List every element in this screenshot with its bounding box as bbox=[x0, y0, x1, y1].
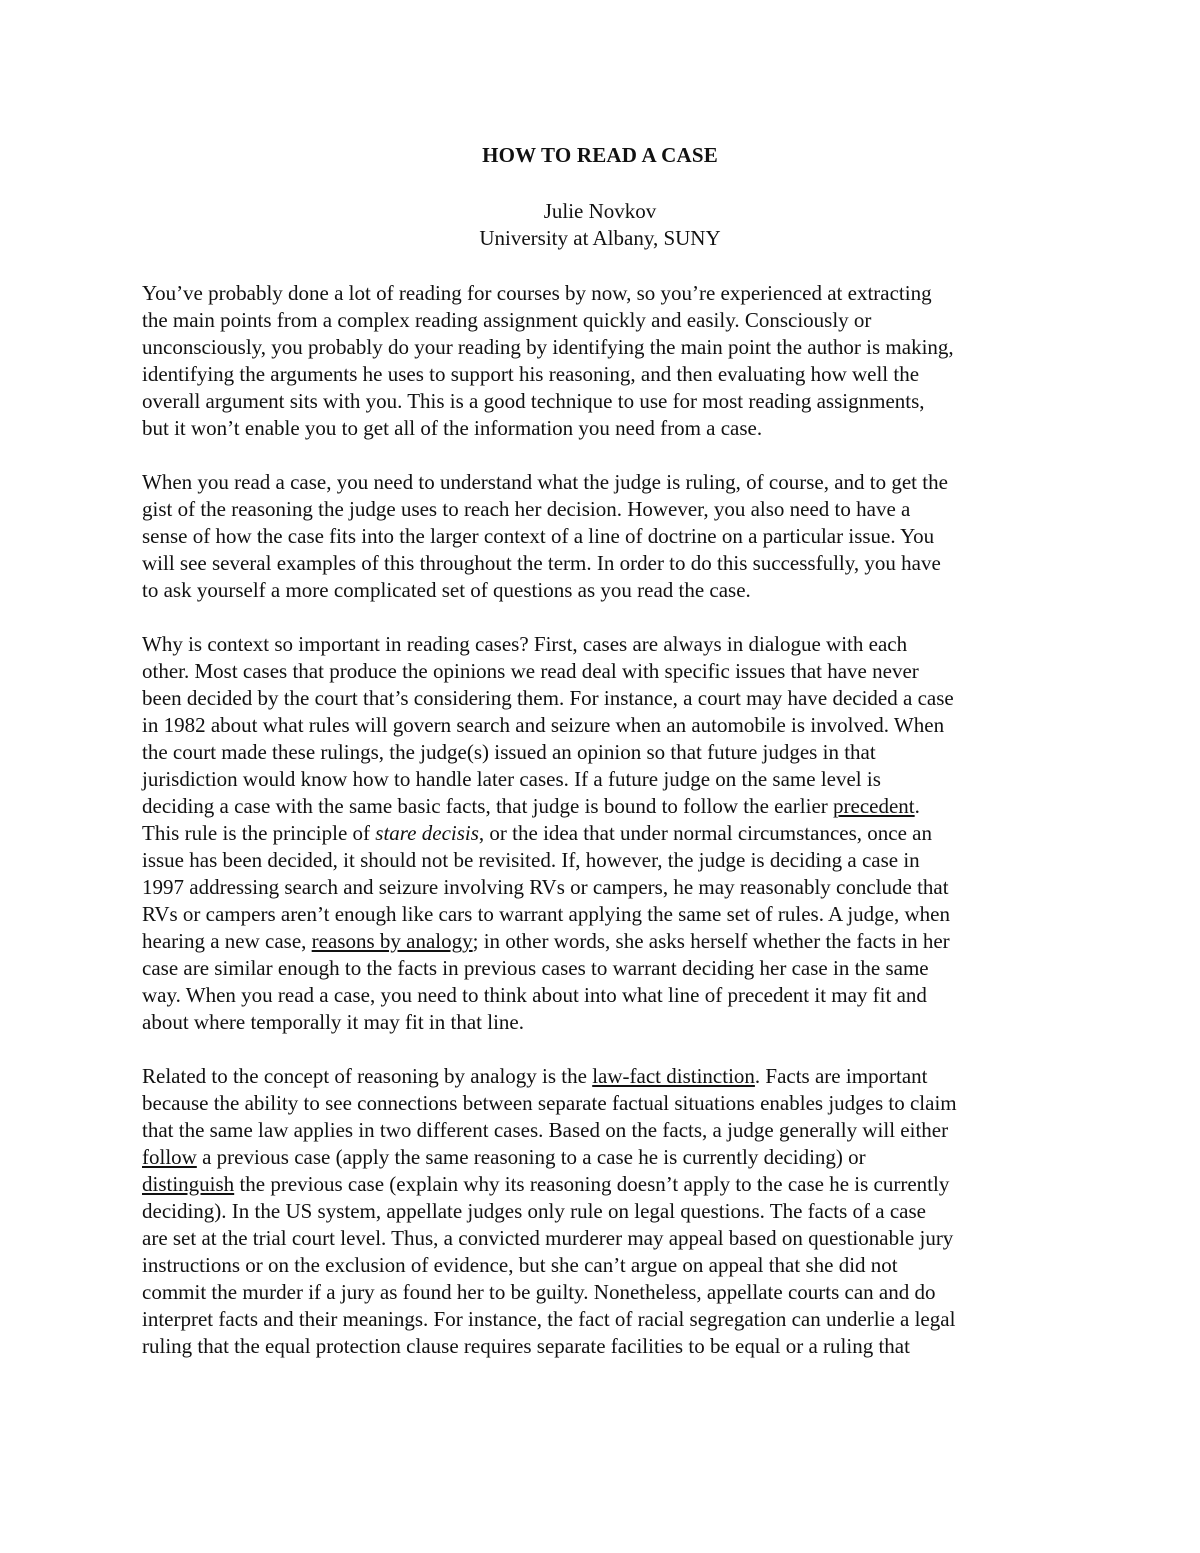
text-run: that the same law applies in two different cases. Based on the facts, a judge generally will either bbox=[142, 1118, 949, 1142]
text-run: . Facts are important bbox=[754, 1064, 928, 1088]
text-run: to ask yourself a more complicated set of questions as you read the case. bbox=[142, 578, 751, 602]
text-run: RVs or campers aren’t enough like cars to warrant applying the same set of rules. A judge, when bbox=[142, 902, 950, 926]
text-line bbox=[142, 469, 1082, 496]
text-line bbox=[142, 1063, 1082, 1090]
text-run: the court made these rulings, the judge(s) issued an opinion so that future judges in that bbox=[142, 740, 876, 764]
text-line bbox=[142, 631, 1082, 658]
text-run: been decided by the court that’s considering them. For instance, a court may have decided a case bbox=[142, 686, 954, 710]
paragraph bbox=[142, 1063, 1082, 1360]
text-line bbox=[142, 1252, 1082, 1279]
text-line bbox=[142, 712, 1082, 739]
underlined-term: law-fact distinction bbox=[592, 1064, 755, 1088]
text-line bbox=[142, 874, 1082, 901]
document-title: HOW TO READ A CASE bbox=[482, 143, 718, 167]
author-name: Julie Novkov bbox=[543, 199, 657, 223]
text-line bbox=[142, 1279, 1082, 1306]
text-line bbox=[142, 766, 1082, 793]
text-line bbox=[142, 1117, 1082, 1144]
text-run: interpret facts and their meanings. For instance, the fact of racial segregation can underlie a legal bbox=[142, 1307, 956, 1331]
text-line bbox=[142, 577, 1082, 604]
text-run: ruling that the equal protection clause requires separate facilities to be equal or a ruling that bbox=[142, 1334, 910, 1358]
text-line bbox=[142, 388, 1082, 415]
underlined-term: distinguish bbox=[142, 1172, 235, 1196]
text-run: commit the murder if a jury as found her to be guilty. Nonetheless, appellate courts can and do bbox=[142, 1280, 936, 1304]
text-run: deciding). In the US system, appellate judges only rule on legal questions. The facts of a case bbox=[142, 1199, 926, 1223]
text-line bbox=[142, 1333, 1082, 1360]
text-line bbox=[142, 523, 1082, 550]
author-block bbox=[0, 198, 1200, 252]
paragraph bbox=[142, 469, 1082, 604]
paragraph bbox=[142, 631, 1082, 1036]
text-run: the main points from a complex reading assignment quickly and easily. Consciously or bbox=[142, 308, 872, 332]
text-run: sense of how the case fits into the larger context of a line of doctrine on a particular issue. You bbox=[142, 524, 935, 548]
text-line bbox=[142, 1306, 1082, 1333]
author-affiliation: University at Albany, SUNY bbox=[479, 226, 721, 250]
text-run: instructions or on the exclusion of evidence, but she can’t argue on appeal that she did not bbox=[142, 1253, 898, 1277]
text-run: other. Most cases that produce the opinions we read deal with specific issues that have never bbox=[142, 659, 919, 683]
text-line bbox=[142, 1171, 1082, 1198]
text-run: Why is context so important in reading cases? First, cases are always in dialogue with each bbox=[142, 632, 908, 656]
text-line bbox=[142, 415, 1082, 442]
text-run: but it won’t enable you to get all of the information you need from a case. bbox=[142, 416, 763, 440]
text-line bbox=[142, 820, 1082, 847]
text-run: You’ve probably done a lot of reading for courses by now, so you’re experienced at extracting bbox=[142, 281, 932, 305]
text-line bbox=[142, 928, 1082, 955]
text-line bbox=[142, 982, 1082, 1009]
text-line bbox=[142, 280, 1082, 307]
italic-term: stare decisis bbox=[375, 821, 479, 845]
text-line bbox=[142, 334, 1082, 361]
text-run: issue has been decided, it should not be revisited. If, however, the judge is deciding a case in bbox=[142, 848, 920, 872]
text-run: a previous case (apply the same reasoning to a case he is currently deciding) or bbox=[196, 1145, 866, 1169]
text-run: . bbox=[914, 794, 920, 818]
text-line bbox=[142, 685, 1082, 712]
text-run: gist of the reasoning the judge uses to reach her decision. However, you also need to have a bbox=[142, 497, 911, 521]
text-run: way. When you read a case, you need to think about into what line of precedent it may fit and bbox=[142, 983, 927, 1007]
text-run: This rule is the principle of bbox=[142, 821, 376, 845]
text-run: will see several examples of this throughout the term. In order to do this successfully, you have bbox=[142, 551, 941, 575]
text-line bbox=[142, 901, 1082, 928]
text-run: because the ability to see connections between separate factual situations enables judges to claim bbox=[142, 1091, 957, 1115]
text-line bbox=[142, 1198, 1082, 1225]
text-run: ; in other words, she asks herself whether the facts in her bbox=[472, 929, 950, 953]
paragraph bbox=[142, 280, 1082, 442]
text-line bbox=[142, 496, 1082, 523]
document-body bbox=[142, 280, 1082, 1387]
underlined-term: reasons by analogy bbox=[311, 929, 473, 953]
underlined-term: precedent bbox=[833, 794, 915, 818]
text-run: overall argument sits with you. This is a good technique to use for most reading assignments, bbox=[142, 389, 925, 413]
text-line bbox=[142, 847, 1082, 874]
text-run: are set at the trial court level. Thus, a convicted murderer may appeal based on questionable jury bbox=[142, 1226, 954, 1250]
text-run: the previous case (explain why its reasoning doesn’t apply to the case he is currently bbox=[234, 1172, 950, 1196]
text-run: jurisdiction would know how to handle later cases. If a future judge on the same level is bbox=[142, 767, 881, 791]
text-line bbox=[142, 739, 1082, 766]
text-run: in 1982 about what rules will govern search and seizure when an automobile is involved. When bbox=[142, 713, 945, 737]
text-run: about where temporally it may fit in that line. bbox=[142, 1010, 524, 1034]
text-line bbox=[142, 955, 1082, 982]
text-run: hearing a new case, bbox=[142, 929, 312, 953]
text-run: , or the idea that under normal circumstances, once an bbox=[478, 821, 932, 845]
text-run: When you read a case, you need to understand what the judge is ruling, of course, and to get the bbox=[142, 470, 948, 494]
text-line bbox=[142, 550, 1082, 577]
underlined-term: follow bbox=[142, 1145, 197, 1169]
text-line bbox=[142, 793, 1082, 820]
text-line bbox=[142, 361, 1082, 388]
text-line bbox=[142, 658, 1082, 685]
text-line bbox=[142, 1090, 1082, 1117]
text-run: deciding a case with the same basic facts, that judge is bound to follow the earlier bbox=[142, 794, 834, 818]
text-run: case are similar enough to the facts in previous cases to warrant deciding her case in the same bbox=[142, 956, 929, 980]
text-run: unconsciously, you probably do your reading by identifying the main point the author is making, bbox=[142, 335, 954, 359]
text-run: Related to the concept of reasoning by analogy is the bbox=[142, 1064, 593, 1088]
text-run: identifying the arguments he uses to support his reasoning, and then evaluating how well the bbox=[142, 362, 920, 386]
text-run: 1997 addressing search and seizure involving RVs or campers, he may reasonably conclude that bbox=[142, 875, 949, 899]
text-line bbox=[142, 1225, 1082, 1252]
text-line bbox=[142, 1009, 1082, 1036]
text-line bbox=[142, 1144, 1082, 1171]
text-line bbox=[142, 307, 1082, 334]
